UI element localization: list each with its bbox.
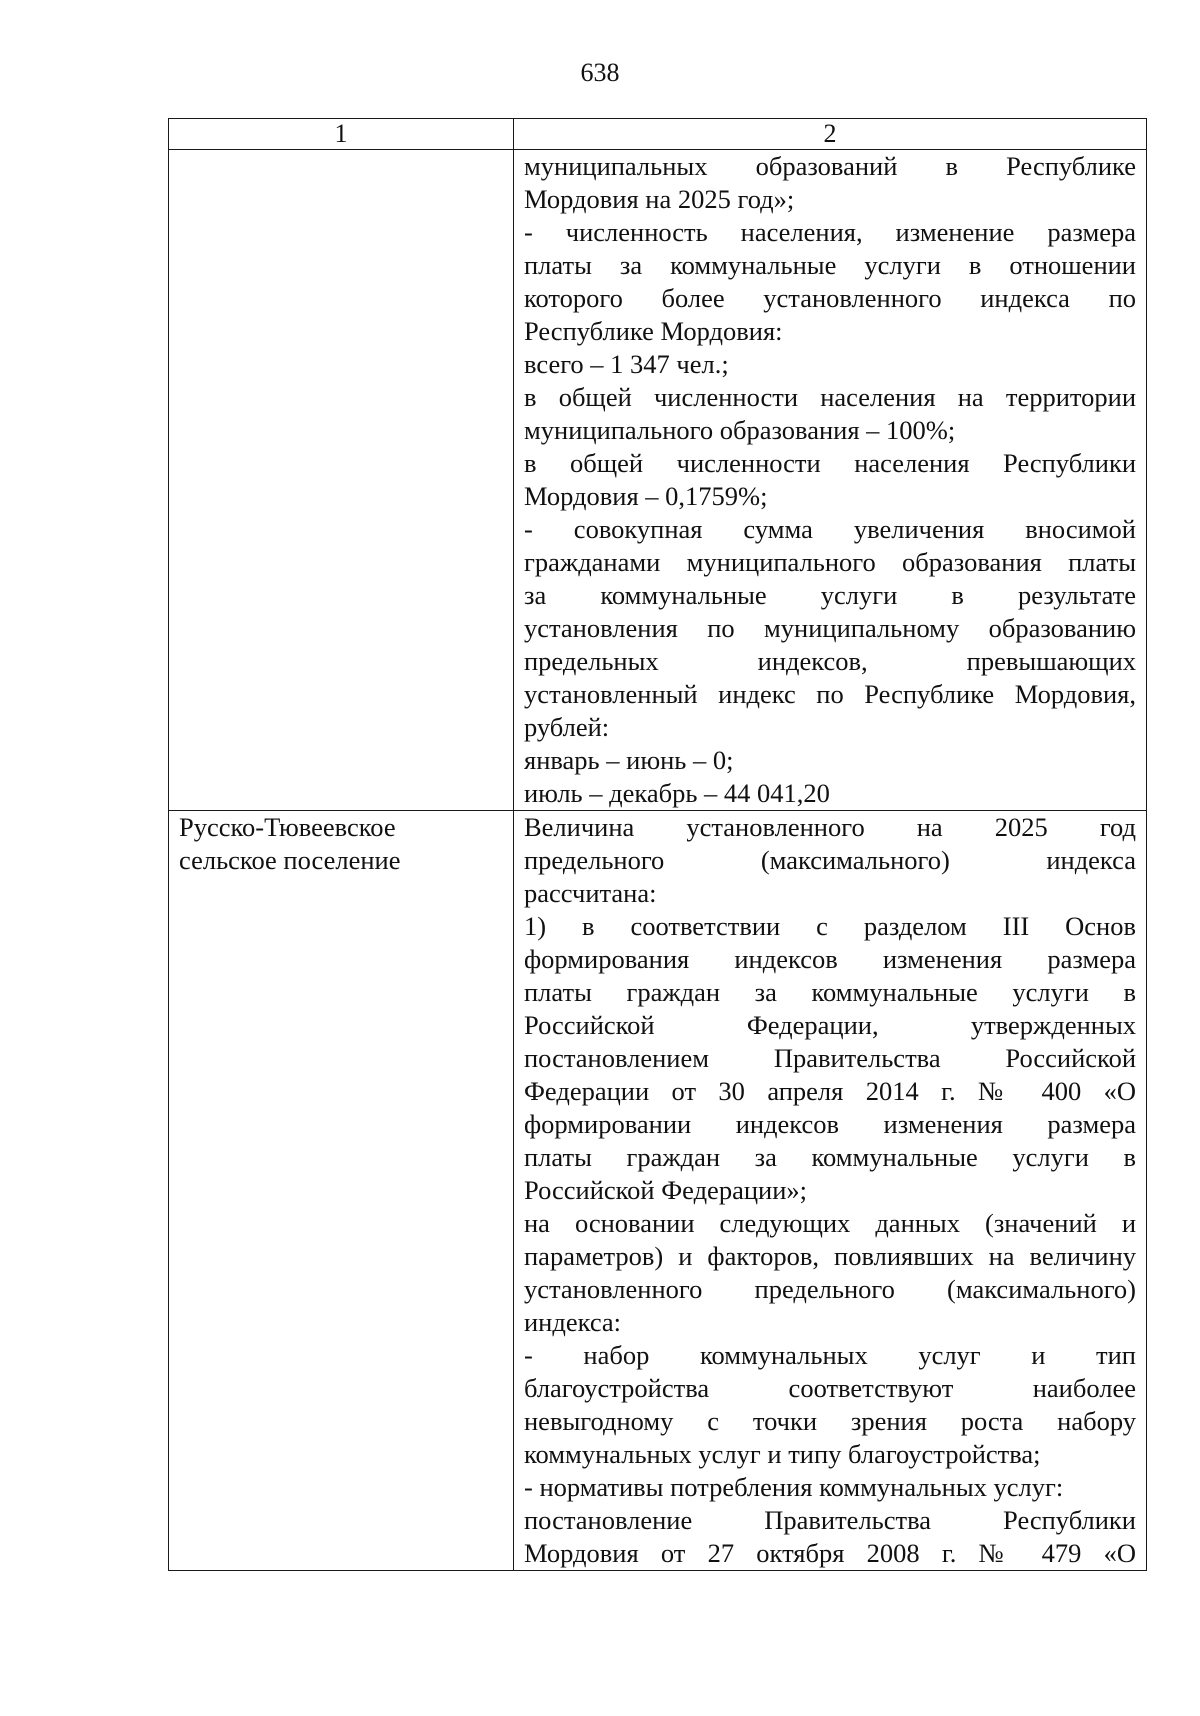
- settlement-name-line: сельское поселение: [179, 845, 401, 875]
- column-header-1: 1: [169, 119, 514, 150]
- text-line: - численность населения, изменение размера: [524, 217, 1136, 247]
- row-1-col-1: [169, 150, 514, 811]
- row-2-col-2: [514, 811, 1147, 1571]
- text-line: предельных индексов, превышающих: [524, 646, 1136, 676]
- text-line: Российской Федерации, утвержденных: [524, 1010, 1136, 1040]
- text-line: платы граждан за коммунальные услуги в: [524, 977, 1136, 1007]
- text-line: Российской Федерации»;: [524, 1175, 807, 1205]
- text-line: за коммунальные услуги в результате: [524, 580, 1136, 610]
- text-line: предельного (максимального) индекса: [524, 845, 1136, 875]
- text-line: благоустройства соответствуют наиболее: [524, 1373, 1136, 1403]
- text-line: Республике Мордовия:: [524, 316, 783, 346]
- document-table: [168, 118, 1147, 1571]
- settlement-name-line: Русско-Тювеевское: [179, 812, 396, 842]
- text-line: муниципального образования – 100%;: [524, 415, 956, 445]
- text-line: которого более установленного индекса по: [524, 283, 1136, 313]
- row-2-col-1: [169, 811, 514, 1571]
- text-line: установления по муниципальному образованию: [524, 613, 1136, 643]
- text-line: - набор коммунальных услуг и тип: [524, 1340, 1136, 1370]
- text-line: установленного предельного (максимального): [524, 1274, 1136, 1304]
- text-line: рассчитана:: [524, 878, 657, 908]
- column-header-2: 2: [514, 119, 1147, 150]
- text-line: установленный индекс по Республике Мордовия,: [524, 679, 1136, 709]
- text-line: рублей:: [524, 712, 610, 742]
- text-line: - нормативы потребления коммунальных услуг:: [524, 1472, 1064, 1502]
- text-line: всего – 1 347 чел.;: [524, 349, 729, 379]
- text-line: Мордовия от 27 октября 2008 г. № 479 «О: [524, 1538, 1136, 1568]
- page-number: 638: [580, 58, 620, 87]
- text-line: постановление Правительства Республики: [524, 1505, 1136, 1535]
- row-1-col-2: [514, 150, 1147, 811]
- text-line: параметров) и факторов, повлиявших на величину: [524, 1241, 1136, 1271]
- text-line: Мордовия – 0,1759%;: [524, 481, 768, 511]
- text-line: 1) в соответствии с разделом III Основ: [524, 911, 1136, 941]
- table-header-row: [169, 119, 1147, 150]
- text-line: формирования индексов изменения размера: [524, 944, 1136, 974]
- text-line: Мордовия на 2025 год»;: [524, 184, 795, 214]
- text-line: - совокупная сумма увеличения вносимой: [524, 514, 1136, 544]
- text-line: в общей численности населения на территории: [524, 382, 1136, 412]
- text-line: в общей численности населения Республики: [524, 448, 1136, 478]
- text-line: платы за коммунальные услуги в отношении: [524, 250, 1136, 280]
- text-line: платы граждан за коммунальные услуги в: [524, 1142, 1136, 1172]
- table-row: [169, 150, 1147, 811]
- text-line: постановлением Правительства Российской: [524, 1043, 1136, 1073]
- text-line: на основании следующих данных (значений и: [524, 1208, 1136, 1238]
- text-line: муниципальных образований в Республике: [524, 151, 1136, 181]
- text-line: январь – июнь – 0;: [524, 745, 734, 775]
- text-line: коммунальных услуг и типу благоустройства;: [524, 1439, 1041, 1469]
- text-line: Величина установленного на 2025 год: [524, 812, 1136, 842]
- text-line: Федерации от 30 апреля 2014 г. № 400 «О: [524, 1076, 1136, 1106]
- text-line: гражданами муниципального образования платы: [524, 547, 1136, 577]
- text-line: формировании индексов изменения размера: [524, 1109, 1136, 1139]
- text-line: индекса:: [524, 1307, 622, 1337]
- table-row: [169, 811, 1147, 1571]
- text-line: невыгодному с точки зрения роста набору: [524, 1406, 1136, 1436]
- text-line: июль – декабрь – 44 041,20: [524, 778, 830, 808]
